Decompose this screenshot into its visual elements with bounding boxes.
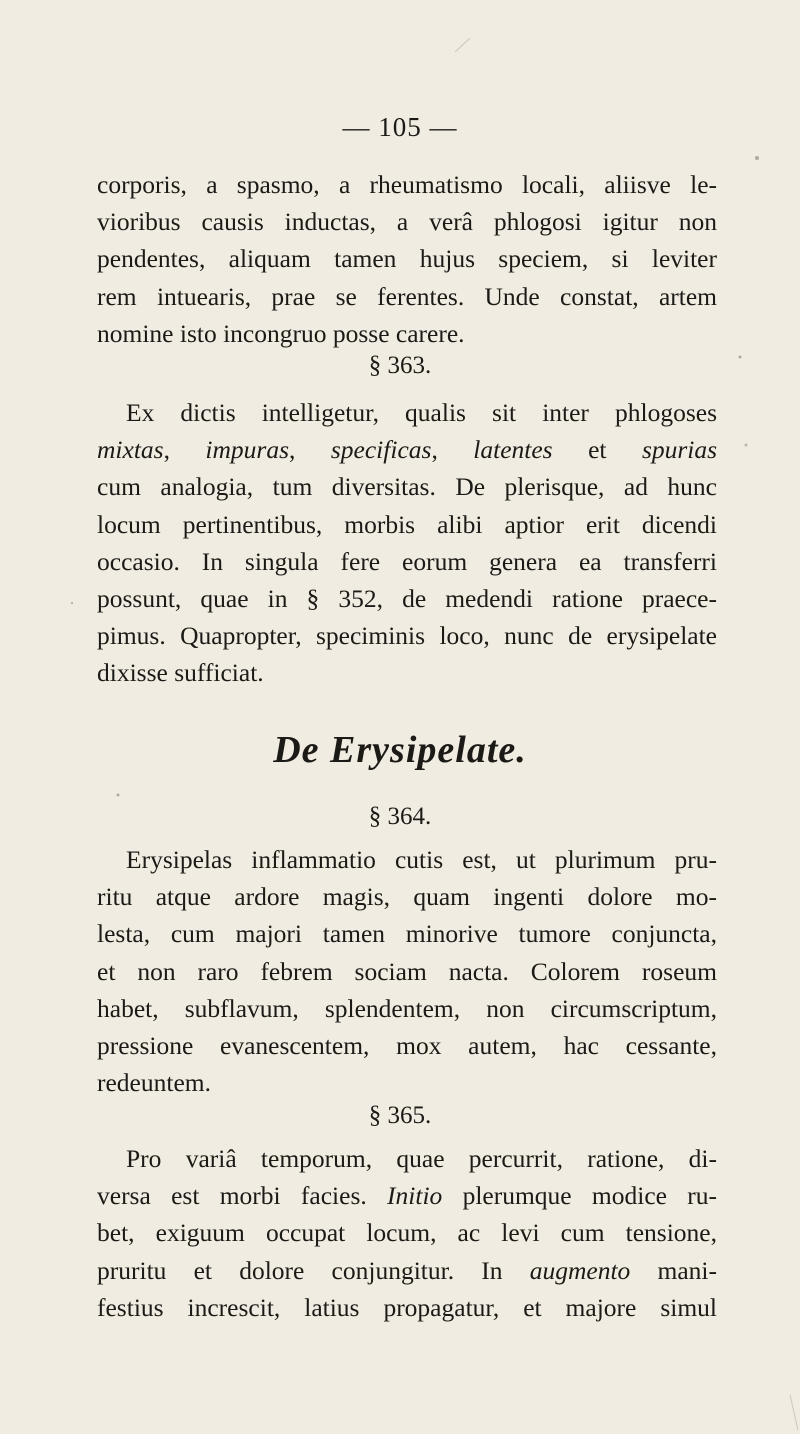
text-line: dixisse sufficiat. (97, 658, 264, 688)
text-line: lesta, cum majori tamen minorive tumore conjuncta, (97, 919, 717, 949)
italic-term: specificas (330, 435, 432, 465)
separator: et (552, 435, 642, 465)
text-line: Ex dictis intelligetur, qualis sit inter phlogoses (126, 398, 717, 427)
text-line: corporis, a spasmo, a rheumatismo locali, aliisve le- (97, 170, 717, 199)
section-number-364: § 364. (368, 803, 432, 830)
italic-term: augmento (529, 1255, 631, 1285)
text-line: Erysipelas inflammatio cutis est, ut plurimum pru- (126, 845, 717, 874)
text-line: vioribus causis inductas, a verâ phlogosi igitur non (97, 207, 717, 237)
text-line: pressione evanescentem, mox autem, hac cessante, (97, 1031, 717, 1061)
text-run: versa est morbi facies. (97, 1181, 388, 1211)
italic-term: latentes (473, 435, 553, 465)
text-line: pimus. Quapropter, speciminis loco, nunc de erysipelate (97, 621, 717, 651)
text-run: mani- (630, 1255, 717, 1285)
text-line: pendentes, aliquam tamen hujus speciem, si leviter (97, 244, 717, 274)
text-line: bet, exiguum occupat locum, ac levi cum tensione, (97, 1218, 717, 1248)
section-number-363: § 363. (368, 352, 432, 379)
text-line: possunt, quae in § 352, de medendi ratione praece- (97, 584, 717, 614)
text-line: Pro variâ temporum, quae percurrit, ratione, di- (126, 1144, 717, 1173)
page-number: — 105 — (342, 112, 458, 142)
text-line: rem intuearis, prae se ferentes. Unde constat, artem (97, 281, 717, 311)
text-line: et non raro febrem sociam nacta. Colorem roseum (97, 956, 717, 986)
text-line: festius increscit, latius propagatur, et majore simul (97, 1292, 717, 1322)
text-line: locum pertinentibus, morbis alibi aptior erit dicendi (97, 509, 717, 539)
text-line: cum analogia, tum diversitas. De plerisque, ad hunc (97, 472, 717, 502)
text-run: pruritu et dolore conjungitur. In (97, 1255, 530, 1285)
text-line: occasio. In singula fere eorum genera ea transferri (97, 546, 717, 576)
section-number-365: § 365. (368, 1102, 432, 1129)
text-line: habet, subflavum, splendentem, non circumscriptum, (97, 993, 717, 1023)
separator: , (163, 435, 206, 465)
chapter-title: De Erysipelate. (273, 729, 527, 771)
italic-term: mixtas (97, 435, 164, 465)
text-line: ritu atque ardore magis, quam ingenti dolore mo- (97, 882, 717, 912)
text-run: plerumque modice ru- (442, 1181, 717, 1211)
text-line: nomine isto incongruo posse carere. (97, 318, 465, 348)
text-line: redeuntem. (97, 1068, 211, 1098)
separator: , (431, 435, 474, 465)
italic-term: spurias (641, 435, 718, 465)
italic-term: Initio (387, 1181, 443, 1211)
italic-term: impuras (205, 435, 290, 465)
separator: , (289, 435, 331, 465)
